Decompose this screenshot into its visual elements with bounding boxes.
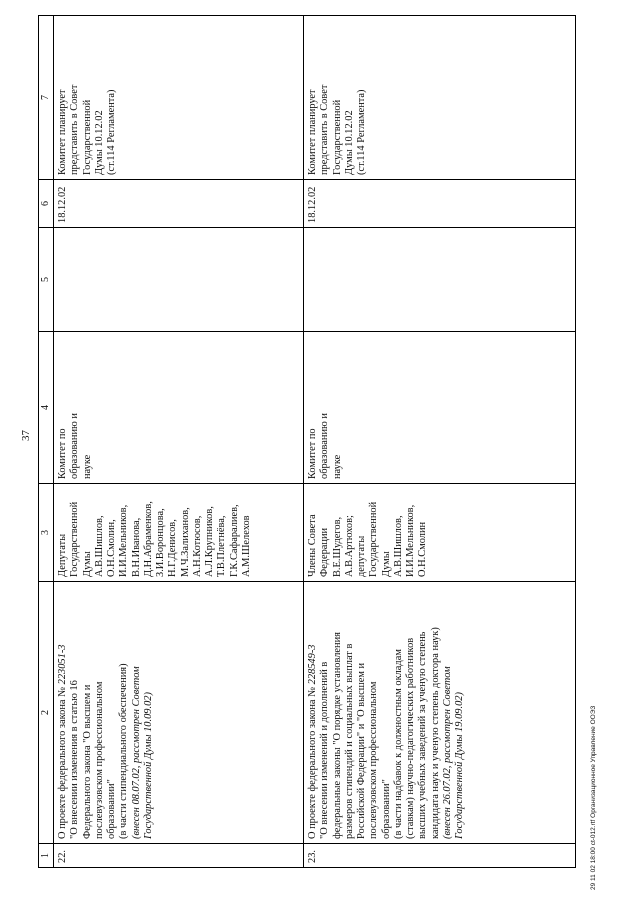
initiator-line: И.И.Мельников, — [118, 504, 130, 577]
header-cell-6: 6 — [39, 180, 54, 228]
bill-number: 223051-3 — [57, 644, 68, 685]
row-number: 23. — [304, 844, 576, 868]
bill-description-line: (ставкам) научно-педагогических работников — [405, 637, 417, 839]
bill-description-line: образовании" — [106, 779, 118, 839]
bill-description — [54, 582, 304, 844]
row-number: 22. — [54, 844, 304, 868]
bill-description-line: (в части стипендиального обеспечения) — [118, 663, 130, 839]
bills-table — [38, 15, 576, 868]
initiator-line: Федерации — [319, 527, 331, 577]
table-row — [304, 16, 576, 868]
committee-line: образованию и — [319, 413, 331, 479]
initiator-line: Н.Г.Денисов, — [167, 519, 179, 577]
bill-description-line: "О внесении изменений и дополнений в — [319, 661, 331, 839]
header-cell-1: 1 — [39, 844, 54, 868]
status-note-line: Думы 10.12.02 — [93, 110, 105, 175]
initiator-line: А.Л.Крупников, — [204, 506, 216, 577]
initiator-line: Депутаты — [57, 533, 68, 577]
header-cell-2: 2 — [39, 582, 54, 844]
bill-description-line: "О внесении изменения в статью 16 — [69, 680, 81, 839]
initiator-line: Думы — [81, 551, 93, 577]
status-note-line: Государственной — [331, 99, 343, 175]
initiator-line: Д.Н.Абраменков, — [142, 501, 154, 577]
committee-line: науке — [81, 454, 93, 479]
column-5-cell — [54, 228, 304, 332]
initiator-line: Члены Совета — [307, 514, 318, 577]
bill-description-line: (внесен 26.07.02, рассмотрен Советом — [441, 666, 453, 839]
bill-description-line: послевузовском профессиональном — [368, 681, 380, 839]
status-note-line: Государственной — [81, 99, 93, 175]
initiator-line: В.Е.Шудегов, — [331, 516, 343, 577]
initiator-line: О.Н.Смолин, — [106, 519, 118, 577]
initiator-line: М.Ч.Залиханов, — [179, 507, 191, 577]
bill-description-line: О проекте федерального закона № 223051-3 — [57, 644, 68, 839]
status-note-line: представить в Совет — [319, 84, 331, 175]
initiator-line: О.Н.Смолин — [417, 521, 429, 577]
status-note — [54, 16, 304, 180]
status-note-line: представить в Совет — [69, 84, 81, 175]
bill-description — [304, 582, 576, 844]
initiator-line: А.Н.Котюсов, — [191, 515, 203, 577]
header-cell-7: 7 — [39, 16, 54, 180]
initiators — [54, 484, 304, 582]
bill-description-line: размеров стипендий и социальных выплат в — [343, 643, 355, 839]
bill-description-line: послевузовском профессиональном — [93, 681, 105, 839]
status-note-line: Комитет планирует — [57, 89, 68, 175]
committee-line: Комитет по — [57, 428, 68, 479]
page-number: 37 — [20, 430, 32, 441]
committee — [54, 332, 304, 484]
rotated-table-container — [38, 16, 590, 868]
initiator-line: депутаты — [356, 535, 368, 577]
status-note-line: Думы 10.12.02 — [343, 110, 355, 175]
committee-line: Комитет по — [307, 428, 318, 479]
bill-description-line: кандидата наук и ученую степень доктора наук) — [429, 627, 441, 839]
initiator-line: Т.В.Плетнёва, — [216, 515, 228, 577]
bill-description-line: Государственной Думы 19.09.02) — [454, 692, 466, 839]
committee — [304, 332, 576, 484]
status-note-line: (ст.114 Регламента) — [106, 89, 118, 175]
footer-text: 29 11 02 18:00 ct-012.rtf Организационное Управление ООЭЗ — [590, 705, 597, 890]
committee-line: науке — [331, 454, 343, 479]
initiator-line: А.М.Шелехов — [240, 515, 252, 577]
initiator-line: В.Н.Иванова, — [130, 517, 142, 577]
header-row — [39, 16, 54, 868]
bill-description-line: Российской Федерации" и "О высшем и — [356, 662, 368, 839]
committee-line: образованию и — [69, 413, 81, 479]
initiator-line: И.И.Мельников, — [405, 504, 417, 577]
initiator-line: З.И.Воронцова, — [155, 508, 167, 577]
header-cell-5: 5 — [39, 228, 54, 332]
status-note-line: Комитет планирует — [307, 89, 318, 175]
column-5-cell — [304, 228, 576, 332]
initiator-line: Государственной — [69, 501, 81, 577]
header-cell-3: 3 — [39, 484, 54, 582]
bill-description-line: О проекте федерального закона № 228549-3 — [307, 644, 318, 839]
date-cell: 18.12.02 — [54, 180, 304, 228]
initiators — [304, 484, 576, 582]
status-note — [304, 16, 576, 180]
bill-description-line: (в части надбавок к должностным окладам — [392, 649, 404, 839]
initiator-line: А.В.Шишлов, — [93, 515, 105, 577]
bill-description-line: федеральные законы "О порядке установления — [331, 632, 343, 839]
initiator-line: Думы — [380, 551, 392, 577]
date-cell: 18.12.02 — [304, 180, 576, 228]
table-row — [54, 16, 304, 868]
status-note-line: (ст.114 Регламента) — [356, 89, 368, 175]
bill-description-line: высших учебных заведений за ученую степень — [417, 631, 429, 839]
initiator-line: Г.К.Сафаралиев, — [228, 504, 240, 577]
initiator-line: А.В.Шишлов, — [392, 515, 404, 577]
bill-number: 228549-3 — [307, 644, 318, 685]
bill-description-line: Федерального закона "О высшем и — [81, 684, 93, 839]
initiator-line: Государственной — [368, 501, 380, 577]
initiator-line: А.В.Артюхов; — [343, 515, 355, 577]
bill-description-line: Государственной Думы 10.09.02) — [142, 692, 154, 839]
bill-description-line: образовании" — [380, 779, 392, 839]
header-cell-4: 4 — [39, 332, 54, 484]
bill-description-line: (внесен 08.07.02, рассмотрен Советом — [130, 666, 142, 839]
